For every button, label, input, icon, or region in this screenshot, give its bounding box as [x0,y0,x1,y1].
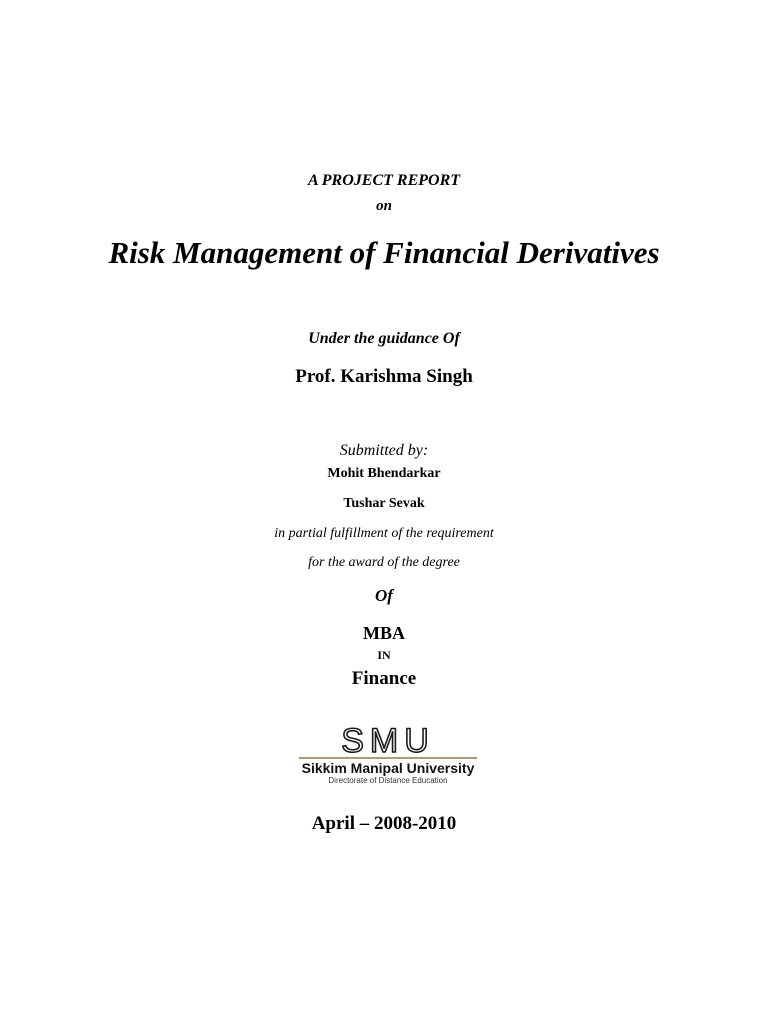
university-logo [295,722,481,788]
in-label: IN [377,648,391,662]
submitted-label: Submitted by: [339,442,429,459]
on-label: on [376,198,392,214]
logo-university-name: Sikkim Manipal University [301,760,475,776]
specialization: Finance [351,668,417,689]
logo-mark-text: SMU [341,722,435,756]
submission-date: April – 2008-2010 [311,813,457,834]
of-label: Of [375,586,393,605]
report-title: Risk Management of Financial Derivatives [108,235,660,270]
fulfillment-line: in partial fulfillment of the requirement [274,526,494,541]
guide-name: Prof. Karishma Singh [295,366,473,387]
degree-name: MBA [363,623,405,643]
guidance-label: Under the guidance Of [308,330,460,347]
smu-logo-mark [295,722,481,756]
fulfillment-line: for the award of the degree [308,555,460,570]
report-label: A PROJECT REPORT [307,172,461,189]
author-name: Tushar Sevak [343,496,425,511]
logo-divider [299,757,477,759]
logo-subtitle: Directorate of Distance Education [328,776,448,785]
author-name: Mohit Bhendarkar [327,466,441,481]
